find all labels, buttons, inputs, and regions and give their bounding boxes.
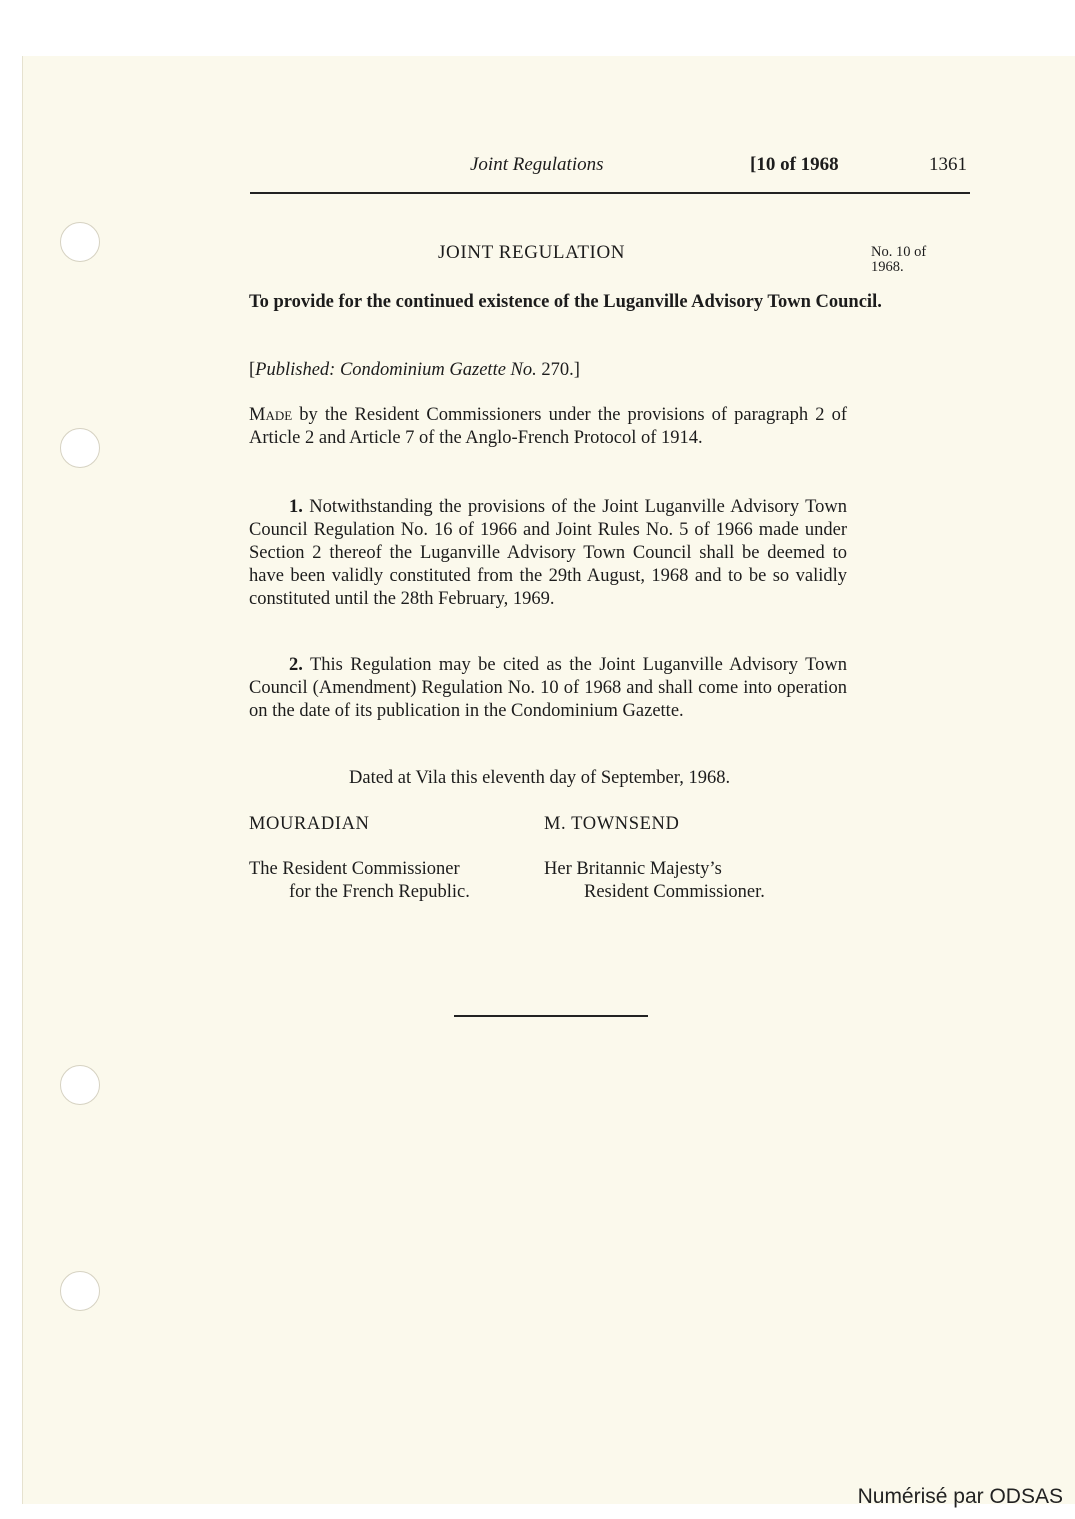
signatory-name-french: MOURADIAN — [249, 814, 370, 834]
signatory-name-british: M. TOWNSEND — [544, 814, 680, 834]
regulation-reference: [10 of 1968 — [750, 154, 839, 175]
section-text: Notwithstanding the provisions of the Joint Luganville Advisory Town Council Regulation No. 16 of 1966 and Joint Rules No. 5 of 1966 made under Section 2 thereof the Luganville Advisory Town Council shall be deemed to have been validly constituted from the 29th August, 1968 and to be so validly constituted until the 28th February, 1969. — [249, 497, 847, 609]
punch-hole — [60, 1271, 100, 1311]
margin-note: No. 10 of 1968. — [871, 244, 927, 275]
preamble-lead: Made — [249, 405, 293, 425]
punch-hole — [60, 1065, 100, 1105]
section-text: This Regulation may be cited as the Joint Luganville Advisory Town Council (Amendment) Regulation No. 10 of 1968 and shall come into operation on the date of its publication in the Condominium Gazette. — [249, 655, 847, 721]
signatory-role-british — [544, 858, 765, 904]
signatory-role-french — [249, 858, 470, 904]
publication-open-bracket: [ — [249, 360, 256, 380]
section-1 — [249, 496, 847, 611]
header-rule — [250, 192, 970, 194]
regulation-title: To provide for the continued existence of the Luganville Advisory Town Council. — [249, 292, 882, 312]
section-number: 2. — [289, 655, 303, 675]
preamble-text: by the Resident Commissioners under the provisions of paragraph 2 of Article 2 and Article 7 of the Anglo-French Protocol of 1914. — [249, 405, 847, 448]
role-line: Resident Commissioner. — [584, 882, 765, 902]
dated-line: Dated at Vila this eleventh day of September, 1968. — [349, 768, 731, 788]
preamble — [249, 404, 847, 450]
role-line: Her Britannic Majesty’s — [544, 859, 722, 879]
role-line: for the French Republic. — [289, 882, 470, 902]
punch-hole — [60, 428, 100, 468]
document-heading: JOINT REGULATION — [438, 242, 626, 263]
publication-label: Published: Condominium Gazette No. — [255, 360, 537, 380]
running-title: Joint Regulations — [470, 154, 604, 175]
publication-note — [249, 359, 847, 382]
page-number: 1361 — [929, 154, 967, 175]
section-2 — [249, 654, 847, 723]
end-rule — [454, 1015, 648, 1017]
digitization-watermark: Numérisé par ODSAS — [857, 1485, 1063, 1508]
punch-hole — [60, 222, 100, 262]
role-line: The Resident Commissioner — [249, 859, 460, 879]
publication-number: 270.] — [536, 360, 580, 380]
section-number: 1. — [289, 497, 303, 517]
